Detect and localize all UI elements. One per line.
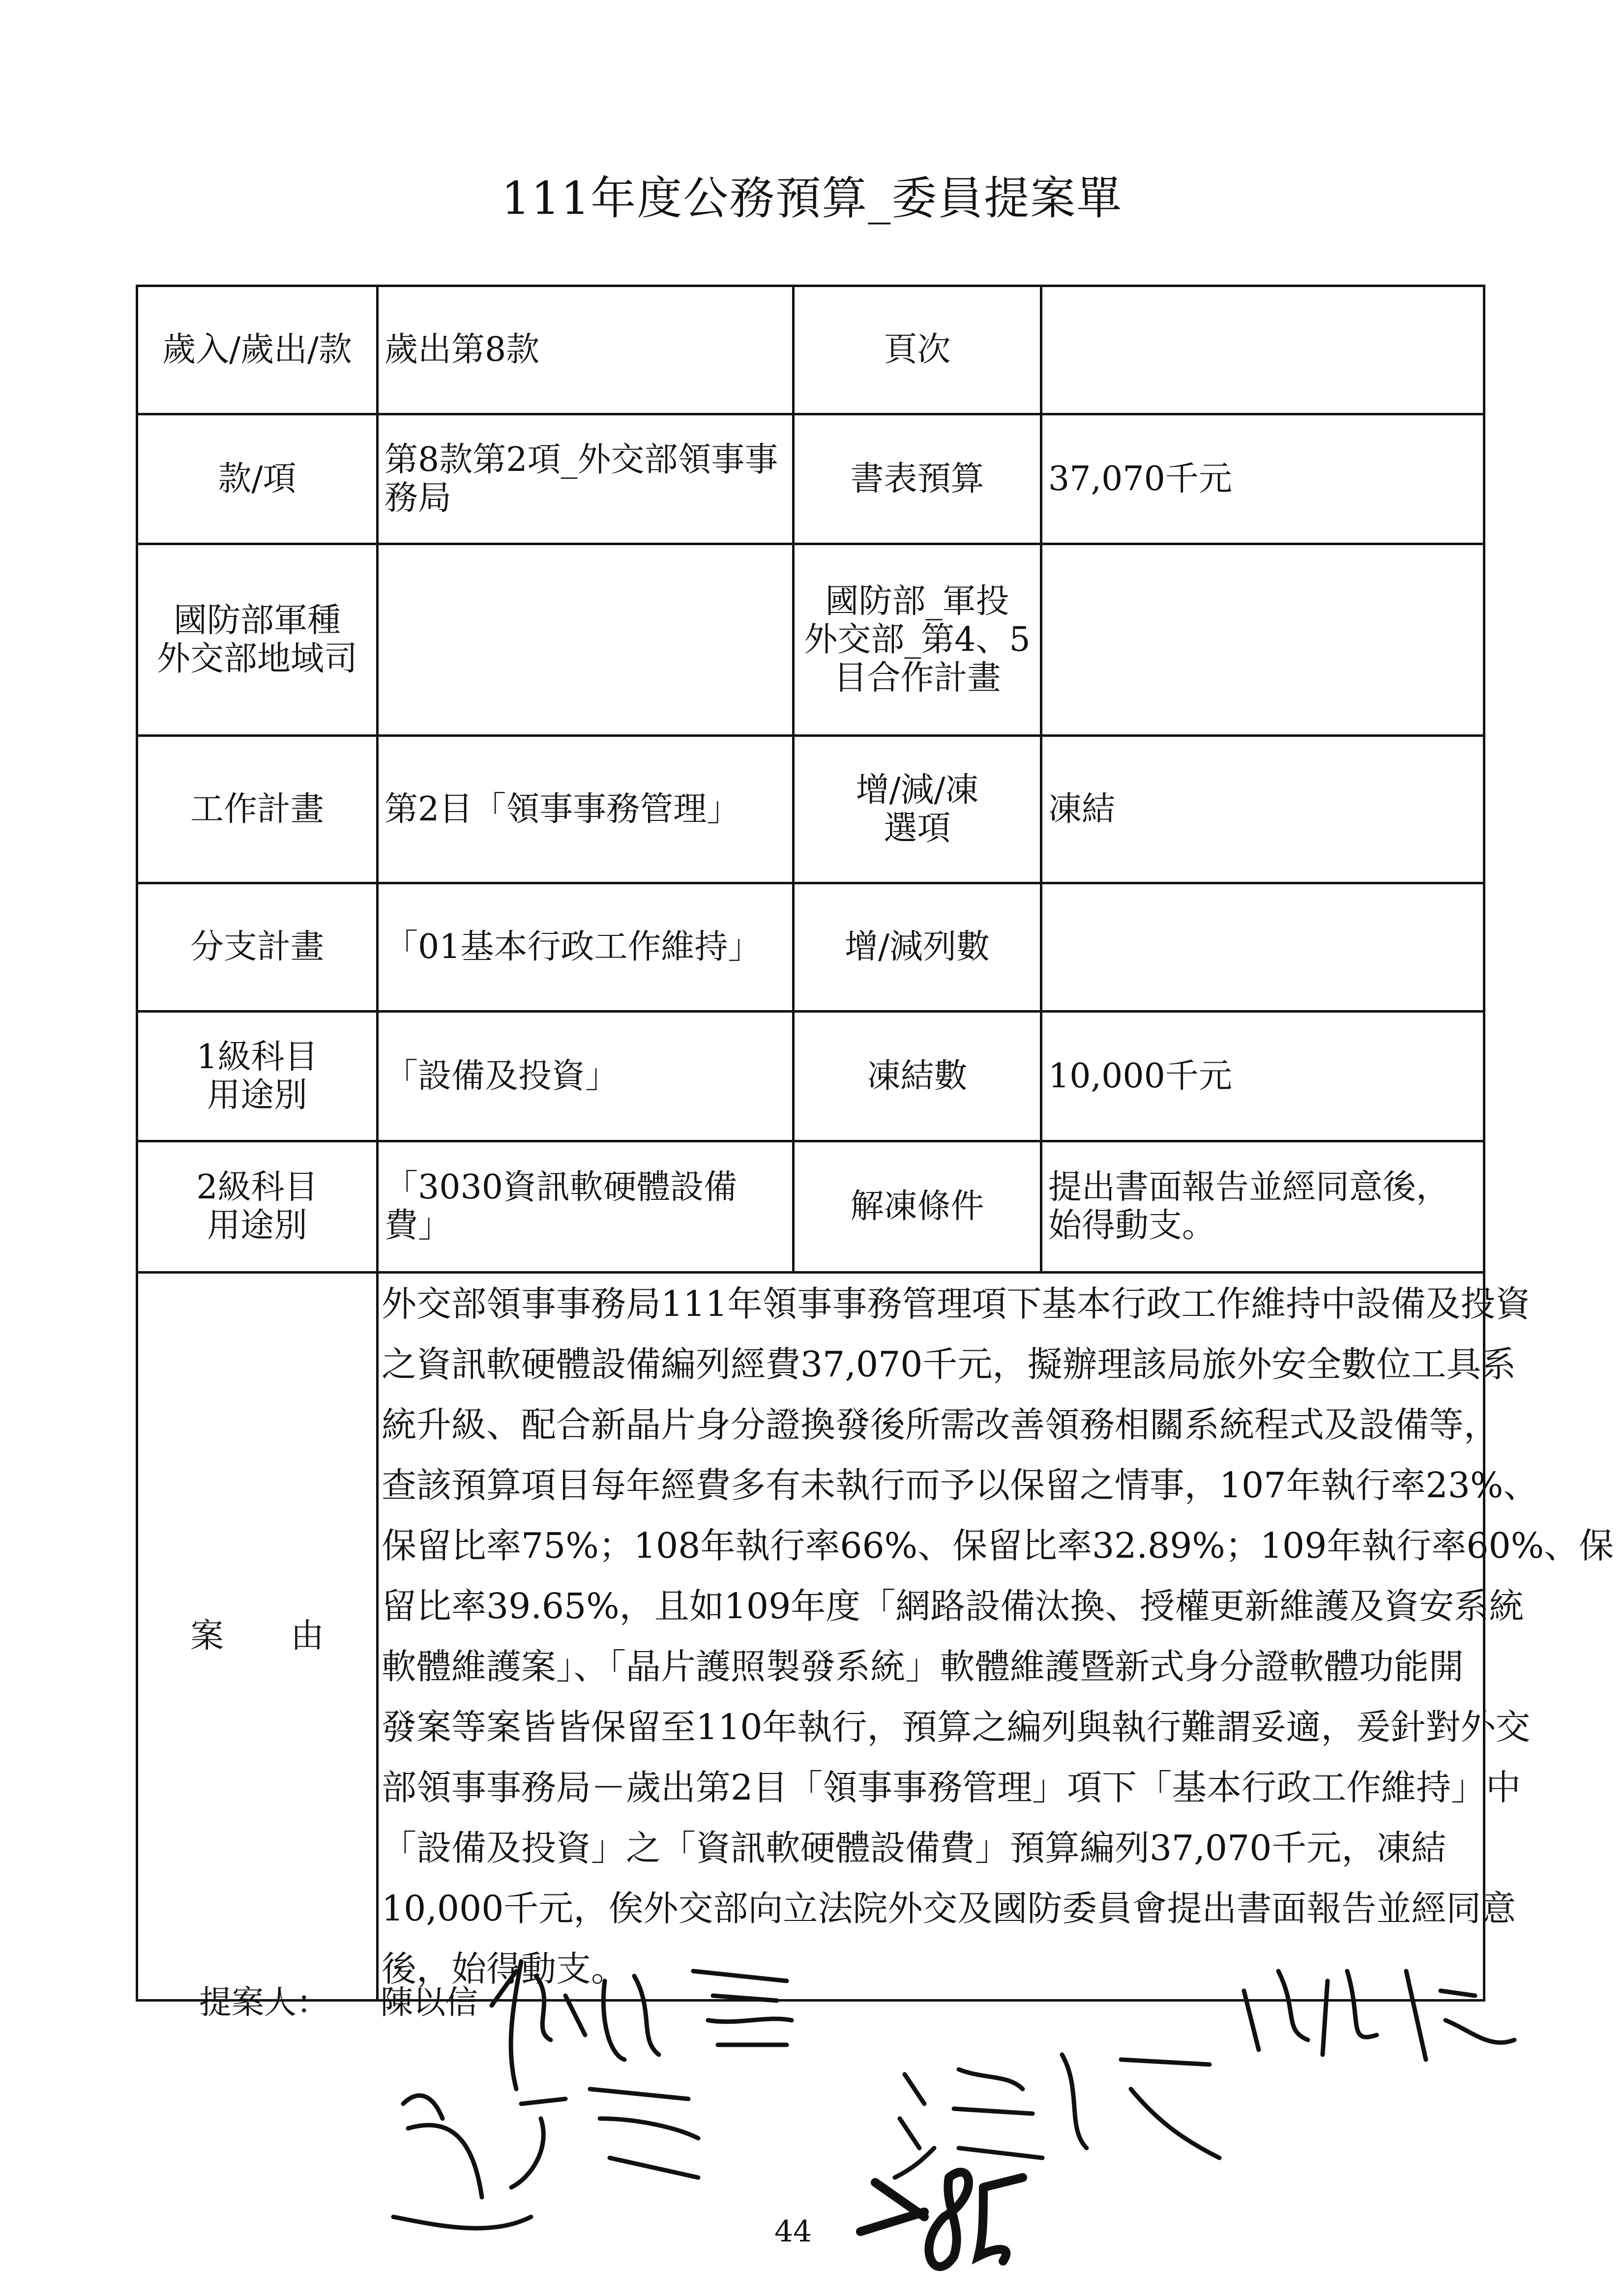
field-value: 「01基本行政工作維持」 [378,883,794,1012]
proposal-table [136,285,1614,2002]
stamp-number [880,2197,881,2198]
field-value [1041,544,1484,736]
field-value: 歲出第8款 [378,286,794,414]
field-label: 國防部軍種 外交部地域司 [137,544,378,736]
stamp-number-285 [860,2172,1023,2267]
field-label: 分支計畫 [137,883,378,1012]
field-label: 款/項 [137,414,378,544]
reason-line: 外交部領事事務局111年領事事務管理項下基本行政工作維持中設備及投資 [382,1283,1531,1324]
table-row [137,414,1484,544]
field-label: 工作計畫 [137,736,378,883]
reason-line: 部領事事務局－歲出第2目「領事事務管理」項下「基本行政工作維持」中 [382,1767,1521,1808]
signature-2 [1244,1971,1514,2060]
reason-line: 軟體維護案」、「晶片護照製發系統」軟體維護暨新式身分證軟體功能開 [382,1646,1464,1687]
field-label: 頁次 [794,286,1041,414]
table-row [137,1141,1484,1273]
table-row [137,1012,1484,1141]
reason-line: 統升級、配合新晶片身分證換發後所需改善領務相關系統程式及設備等， [382,1404,1499,1445]
field-label: 歲入/歲出/款 [137,286,378,414]
field-label: 書表預算 [794,414,1041,544]
field-value [378,544,794,736]
field-value: 第2目「領事事務管理」 [378,736,794,883]
proposer-name: 陳以信 [381,1983,478,2021]
field-value: 「3030資訊軟硬體設備費」 [378,1141,794,1273]
reason-line: 查該預算項目每年經費多有未執行而予以保留之情事，107年執行率23%、 [382,1465,1538,1506]
field-label: 解凍條件 [794,1141,1041,1273]
field-label: 增/減列數 [794,883,1041,1012]
field-value: 10,000千元 [1041,1012,1484,1141]
table-row [137,883,1484,1012]
signature-4 [895,2055,1219,2178]
reason-line: 發案等案皆皆保留至110年執行，預算之編列與執行難謂妥適，爰針對外交 [382,1707,1531,1747]
reason-line: 「設備及投資」之「資訊軟硬體設備費」預算編列37,070千元，凍結 [382,1828,1447,1868]
reason-line: 10,000千元，俟外交部向立法院外交及國防委員會提出書面報告並經同意 [382,1888,1516,1929]
field-value [1041,286,1484,414]
signatures [0,1942,1624,2296]
signature-1 [492,1961,792,2089]
signature-3 [393,2089,698,2228]
field-label: 國防部_軍投 外交部_第4、5 目合作計畫 [794,544,1041,736]
field-label: 2級科目 用途別 [137,1141,378,1273]
proposer-label: 提案人： [199,1983,329,2021]
table-row [137,736,1484,883]
field-value [1041,883,1484,1012]
reason-label: 案 由 [137,1273,378,2001]
field-label: 增/減/凍 選項 [794,736,1041,883]
field-value: 第8款第2項_外交部領事事務局 [378,414,794,544]
page-number: 44 [774,2214,812,2249]
field-label: 1級科目 用途別 [137,1012,378,1141]
field-value: 37,070千元 [1041,414,1484,544]
reason-text [378,1273,1614,2001]
table-row [137,544,1484,736]
page-title: 111年度公務預算_委員提案單 [501,172,1123,225]
reason-line: 保留比率75%；108年執行率66%、保留比率32.89%；109年執行率60%、保 [382,1525,1614,1566]
reason-line: 後，始得動支。 [382,1948,626,1989]
reason-row [137,1273,1484,2001]
reason-line: 之資訊軟硬體設備編列經費37,070千元，擬辦理該局旅外安全數位工具系 [382,1344,1516,1385]
field-label: 凍結數 [794,1012,1041,1141]
field-value: 凍結 [1041,736,1484,883]
table-row [137,286,1484,414]
field-value: 「設備及投資」 [378,1012,794,1141]
reason-line: 留比率39.65%，且如109年度「網路設備汰換、授權更新維護及資安系統 [382,1586,1524,1627]
field-value: 提出書面報告並經同意後，始得動支。 [1041,1141,1484,1273]
